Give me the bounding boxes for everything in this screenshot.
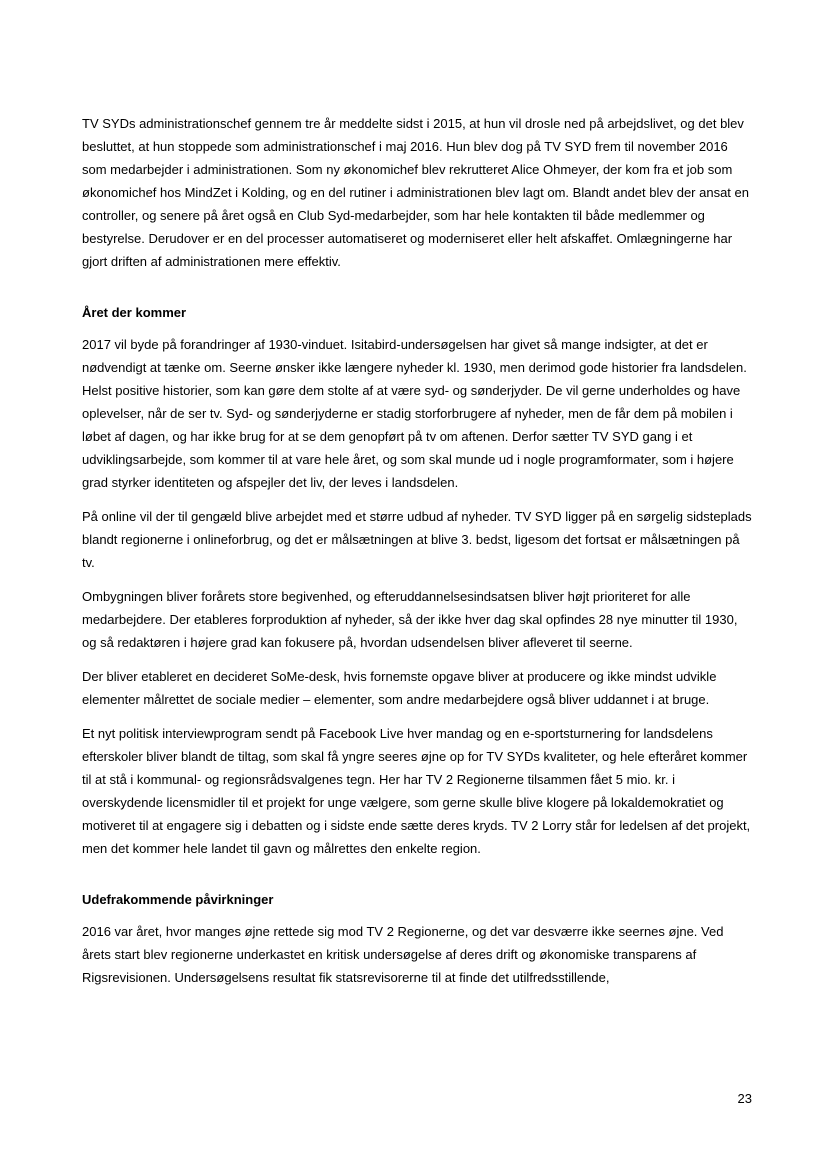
paragraph-some-desk: Der bliver etableret en decideret SoMe-desk, hvis fornemste opgave bliver at producere og ikke mindst udvikle elementer målrettet de sociale medier – elementer, som andre medarbejdere også bliver uddannet i at bruge.	[82, 669, 717, 707]
paragraph-rigsrevisionen: 2016 var året, hvor manges øjne rettede sig mod TV 2 Regionerne, og det var desværre ikke seernes øjne. Ved årets start blev regionerne underkastet en kritisk undersøgelse af deres drift og økonomiske transparens af Rigsrevisionen. Undersøgelsens resultat fik statsrevisorerne til at finde det utilfredsstillende,	[82, 924, 724, 985]
paragraph-facebook-live-esport: Et nyt politisk interviewprogram sendt på Facebook Live hver mandag og en e-sportsturnering for landsdelens efterskoler bliver blandt de tiltag, som skal få yngre seeres øjne op for TV SYDs kvaliteter, og hele efteråret kommer til at stå i kommunal- og regionsrådsvalgenes tegn. Her har TV 2 Regionerne tilsammen fået 5 mio. kr. i overskydende licensmidler til et projekt for unge vælgere, som gerne skulle blive klogere på lokaldemokratiet og motiveret til at engagere sig i debatten og i sidste ende sætte deres kryds. TV 2 Lorry står for ledelsen af det projekt, men det kommer hele landet til gavn og målrettes den enkelte region.	[82, 726, 751, 856]
paragraph-admin-changes: TV SYDs administrationschef gennem tre år meddelte sidst i 2015, at hun vil drosle ned på arbejdslivet, og det blev besluttet, at hun stoppede som administrationschef i maj 2016. Hun blev dog på TV SYD frem til november 2016 som medarbejder i administrationen. Som ny økonomichef blev rekrutteret Alice Ohmeyer, der kom fra et job som økonomichef hos MindZet i Kolding, og en del rutiner i administrationen blev lagt om. Blandt andet blev der ansat en controller, og senere på året også en Club Syd-medarbejder, som har hele kontakten til både medlemmer og bestyrelse. Derudover er en del processer automatiseret og moderniseret eller helt afskaffet. Omlægningerne har gjort driften af administrationen mere effektiv.	[82, 116, 749, 269]
page-number: 23	[737, 1091, 752, 1106]
section-heading-udefrakommende: Udefrakommende påvirkninger	[82, 892, 274, 907]
section-heading-aaret-der-kommer: Året der kommer	[82, 305, 187, 320]
paragraph-rebuild-training: Ombygningen bliver forårets store begivenhed, og efteruddannelsesindsatsen bliver højt prioriteret for alle medarbejdere. Der etableres forproduktion af nyheder, så der ikke hver dag skal opfindes 28 nye minutter til 1930, og så redaktøren i højere grad kan fokusere på, hvordan udsendelsen bliver afleveret til seerne.	[82, 589, 738, 650]
paragraph-1930-changes: 2017 vil byde på forandringer af 1930-vinduet. Isitabird-undersøgelsen har givet så mange indsigter, at det er nødvendigt at tænke om. Seerne ønsker ikke længere nyheder kl. 1930, men derimod gode historier fra landsdelen. Helst positive historier, som kan gøre dem stolte af at være syd- og sønderjyder. De vil gerne underholdes og have oplevelser, når de ser tv. Syd- og sønderjyderne er stadig storforbrugere af nyheder, men de får dem på mobilen i løbet af dagen, og har ikke brug for at se dem genopført på tv om aftenen. Derfor sætter TV SYD gang i et udviklingsarbejde, som kommer til at vare hele året, og som skal munde ud i nogle programformater, som i højere grad styrker identiteten og afspejler det liv, der leves i landsdelen.	[82, 337, 747, 490]
document-content	[82, 112, 752, 1000]
paragraph-online-news: På online vil der til gengæld blive arbejdet med et større udbud af nyheder. TV SYD ligger på en sørgelig sidsteplads blandt regionerne i onlineforbrug, og det er målsætningen at blive 3. bedst, ligesom det fortsat er målsætningen på tv.	[82, 509, 752, 570]
